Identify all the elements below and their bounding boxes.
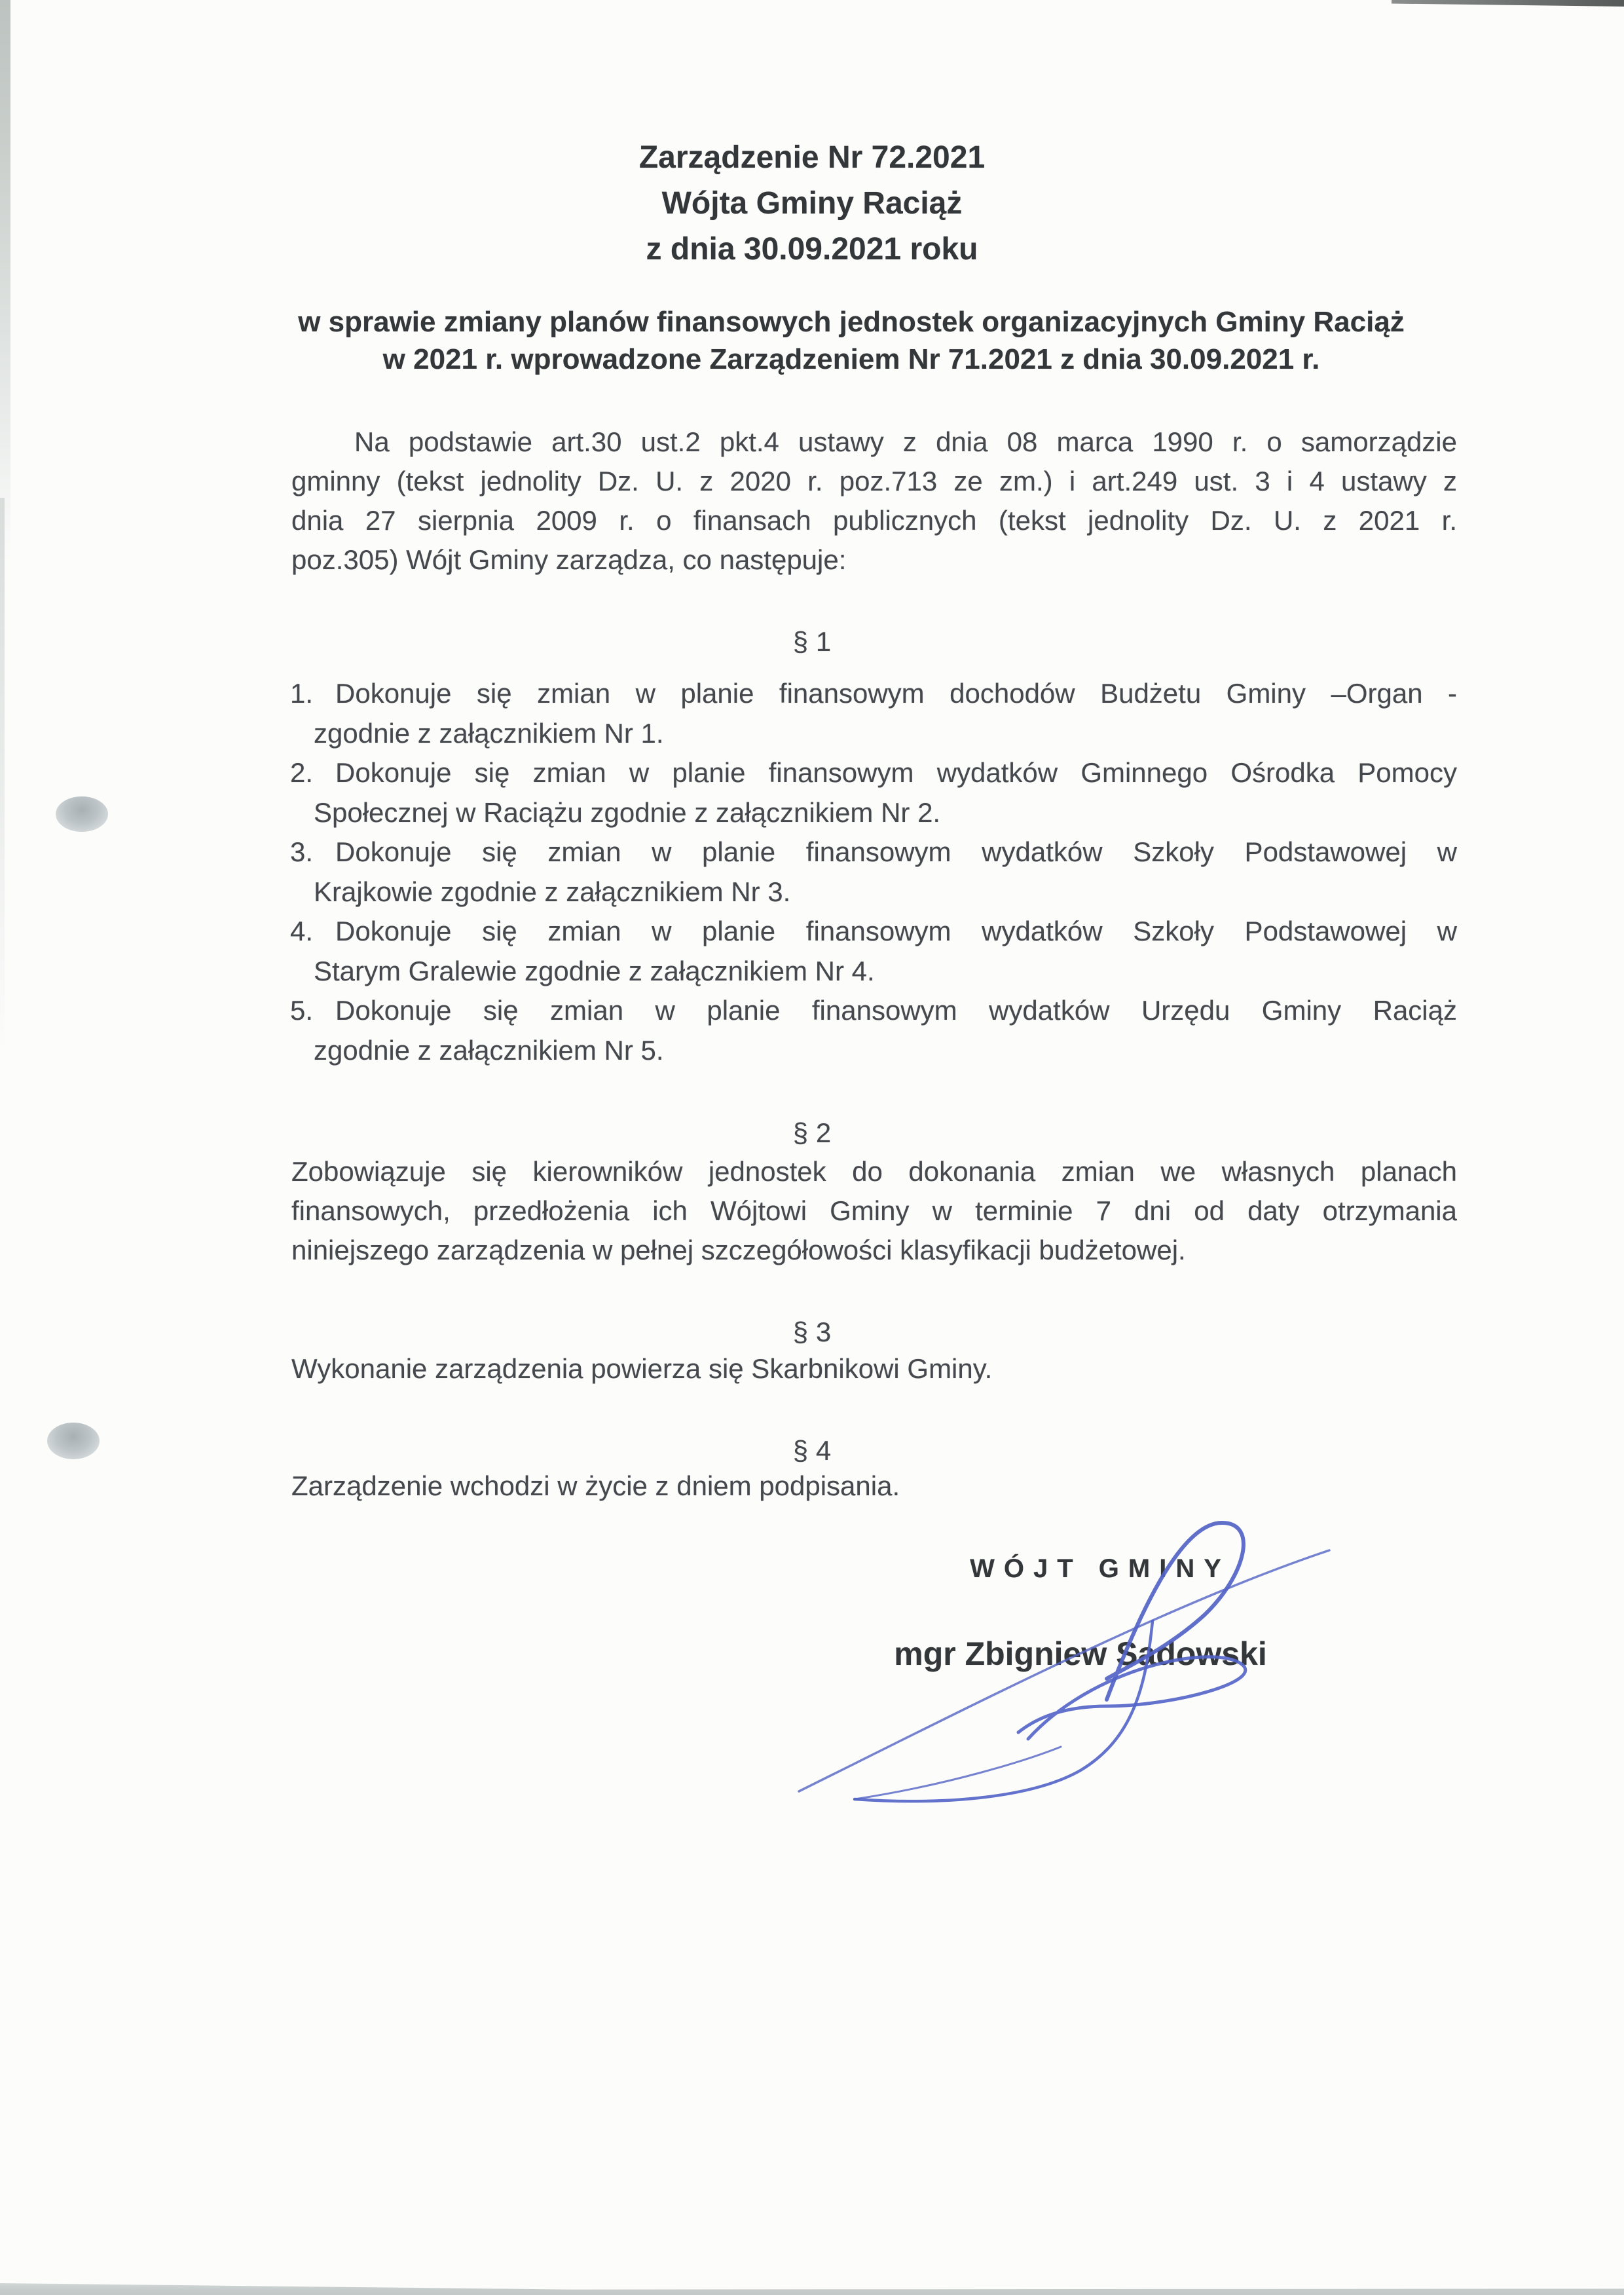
item-number: 4. (290, 916, 314, 946)
item-line: Starym Gralewie zgodnie z załącznikiem Nr 4. (314, 955, 875, 986)
scan-edge-left-tail (0, 498, 5, 1054)
subject-line: w sprawie zmiany planów finansowych jednostek organizacyjnych Gminy Raciąż (298, 306, 1405, 338)
signature-stroke (1018, 1657, 1246, 1739)
scan-edge-bottom (0, 2282, 1624, 2295)
signature-stroke (855, 1747, 1061, 1799)
section-1-heading: § 1 (792, 626, 832, 657)
handwritten-signature (753, 1503, 1375, 1818)
list-item-1 (286, 674, 1457, 753)
signature-role: WÓJT GMINY (970, 1554, 1230, 1583)
item-line: zgodnie z załącznikiem Nr 1. (314, 717, 664, 749)
ordered-list (286, 674, 1457, 1070)
preamble-line: dnia 27 sierpnia 2009 r. o finansach publicznych (tekst jednolity Dz. U. z 2021 r. (291, 505, 1457, 536)
list-item-4 (286, 912, 1457, 991)
item-line: Krajkowie zgodnie z załącznikiem Nr 3. (314, 876, 791, 907)
item-line: Dokonuje się zmian w planie finansowym wydatków Gminnego Ośrodka Pomocy (335, 757, 1457, 788)
list-item-5 (286, 991, 1457, 1070)
list-item-3 (286, 832, 1457, 912)
paragraph-line: finansowych, przedłożenia ich Wójtowi Gminy w terminie 7 dni od daty otrzymania (291, 1195, 1457, 1226)
item-number: 5. (290, 995, 314, 1026)
preamble-paragraph (286, 422, 1457, 580)
title-block (0, 135, 1624, 272)
paragraph-line: Zobowiązuje się kierowników jednostek do dokonania zmian we własnych planach (291, 1156, 1457, 1187)
signature-name: mgr Zbigniew Sadowski (894, 1635, 1267, 1672)
item-line: Dokonuje się zmian w planie finansowym wydatków Szkoły Podstawowej w (335, 836, 1457, 867)
paragraph-line: niniejszego zarządzenia w pełnej szczegółowości klasyfikacji budżetowej. (291, 1235, 1186, 1265)
item-line: Społecznej w Raciążu zgodnie z załącznikiem Nr 2. (314, 796, 941, 828)
subject-block (98, 303, 1604, 378)
section-2-paragraph (286, 1152, 1457, 1270)
scan-edge-left (0, 0, 10, 563)
item-number: 1. (290, 678, 314, 709)
paragraph-line: Zarządzenie wchodzi w życie z dniem podpisania. (291, 1470, 900, 1501)
subject-line: w 2021 r. wprowadzone Zarządzeniem Nr 71.2021 z dnia 30.09.2021 r. (382, 343, 1320, 375)
preamble-line: gminny (tekst jednolity Dz. U. z 2020 r. poz.713 ze zm.) i art.249 ust. 3 i 4 ustawy z (291, 466, 1457, 496)
scan-edge-top-right (1392, 0, 1624, 7)
section-4-paragraph (286, 1466, 1457, 1506)
item-line: Dokonuje się zmian w planie finansowym dochodów Budżetu Gminy –Organ - (335, 678, 1457, 709)
item-line: Dokonuje się zmian w planie finansowym wydatków Szkoły Podstawowej w (335, 916, 1457, 946)
title-line: Zarządzenie Nr 72.2021 (638, 140, 986, 175)
list-item-2 (286, 753, 1457, 832)
preamble-line: poz.305) Wójt Gminy zarządza, co następuje: (291, 544, 847, 575)
signature-stroke (855, 1621, 1153, 1801)
preamble-line: Na podstawie art.30 ust.2 pkt.4 ustawy z dnia 08 marca 1990 r. o samorządzie (354, 426, 1457, 457)
section-2-heading: § 2 (792, 1117, 832, 1148)
paragraph-line: Wykonanie zarządzenia powierza się Skarbnikowi Gminy. (291, 1353, 993, 1384)
signature-stroke (799, 1550, 1329, 1791)
item-number: 2. (290, 757, 314, 788)
section-3-heading: § 3 (792, 1316, 832, 1347)
item-line: Dokonuje się zmian w planie finansowym wydatków Urzędu Gminy Raciąż (335, 995, 1457, 1026)
section-4-heading: § 4 (792, 1435, 832, 1466)
section-3-paragraph (286, 1349, 1457, 1389)
punch-hole-top (56, 796, 108, 832)
title-line: Wójta Gminy Raciąż (661, 186, 963, 221)
title-line: z dnia 30.09.2021 roku (646, 232, 978, 267)
item-number: 3. (290, 836, 314, 867)
item-line: zgodnie z załącznikiem Nr 5. (314, 1034, 664, 1066)
